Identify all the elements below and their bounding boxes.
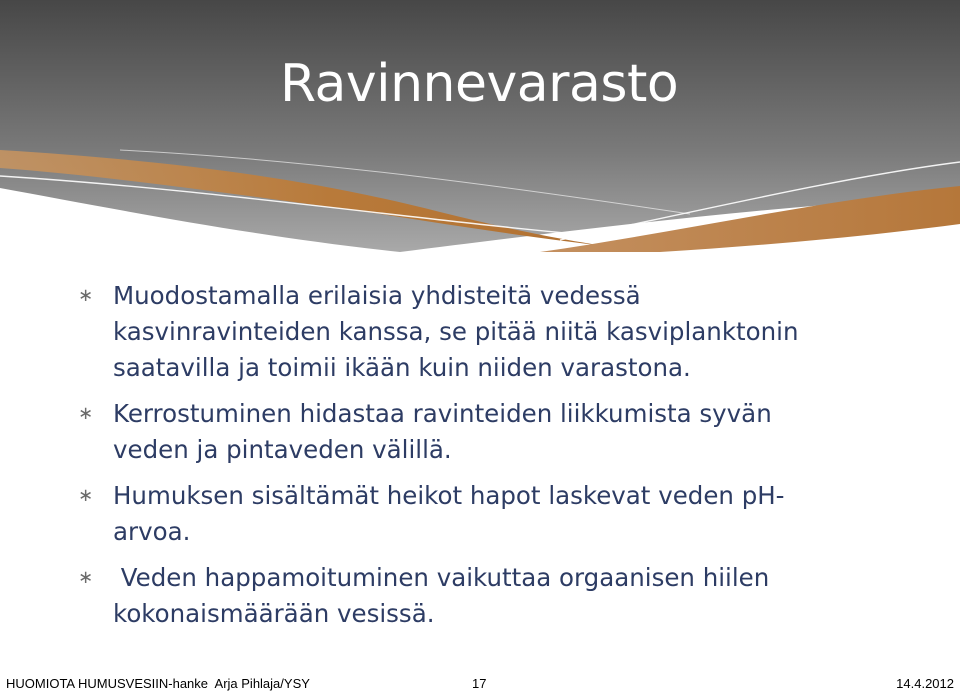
bullet-text: Kerrostuminen hidastaa ravinteiden liikkumista syvän veden ja pintaveden välillä. <box>113 399 772 464</box>
footer-project: HUOMIOTA HUMUSVESIIN-hanke Arja Pihlaja/YSY <box>6 676 310 691</box>
asterisk-icon: ∗ <box>78 403 94 424</box>
bullet-text: Muodostamalla erilaisia yhdisteitä vedessä kasvinravinteiden kanssa, se pitää niitä kasviplanktonin saatavilla ja toimii ikään kuin niiden varastona. <box>113 281 799 382</box>
slide-footer <box>0 674 960 694</box>
bullet-text: Humuksen sisältämät heikot hapot laskevat veden pH-arvoa. <box>113 481 785 546</box>
bullet-item <box>78 560 838 632</box>
bullet-item <box>78 278 838 386</box>
bullet-text: Veden happamoituminen vaikuttaa orgaanisen hiilen kokonaismäärään vesissä. <box>113 563 778 628</box>
page-number: 17 <box>472 676 487 691</box>
bullet-list <box>78 278 838 642</box>
bullet-item <box>78 478 838 550</box>
bullet-item <box>78 396 838 468</box>
header-background <box>0 0 960 260</box>
asterisk-icon: ∗ <box>78 567 94 588</box>
slide-title: Ravinnevarasto <box>280 54 679 114</box>
asterisk-icon: ∗ <box>78 485 94 506</box>
asterisk-icon: ∗ <box>78 285 94 306</box>
footer-date: 14.4.2012 <box>896 676 954 691</box>
